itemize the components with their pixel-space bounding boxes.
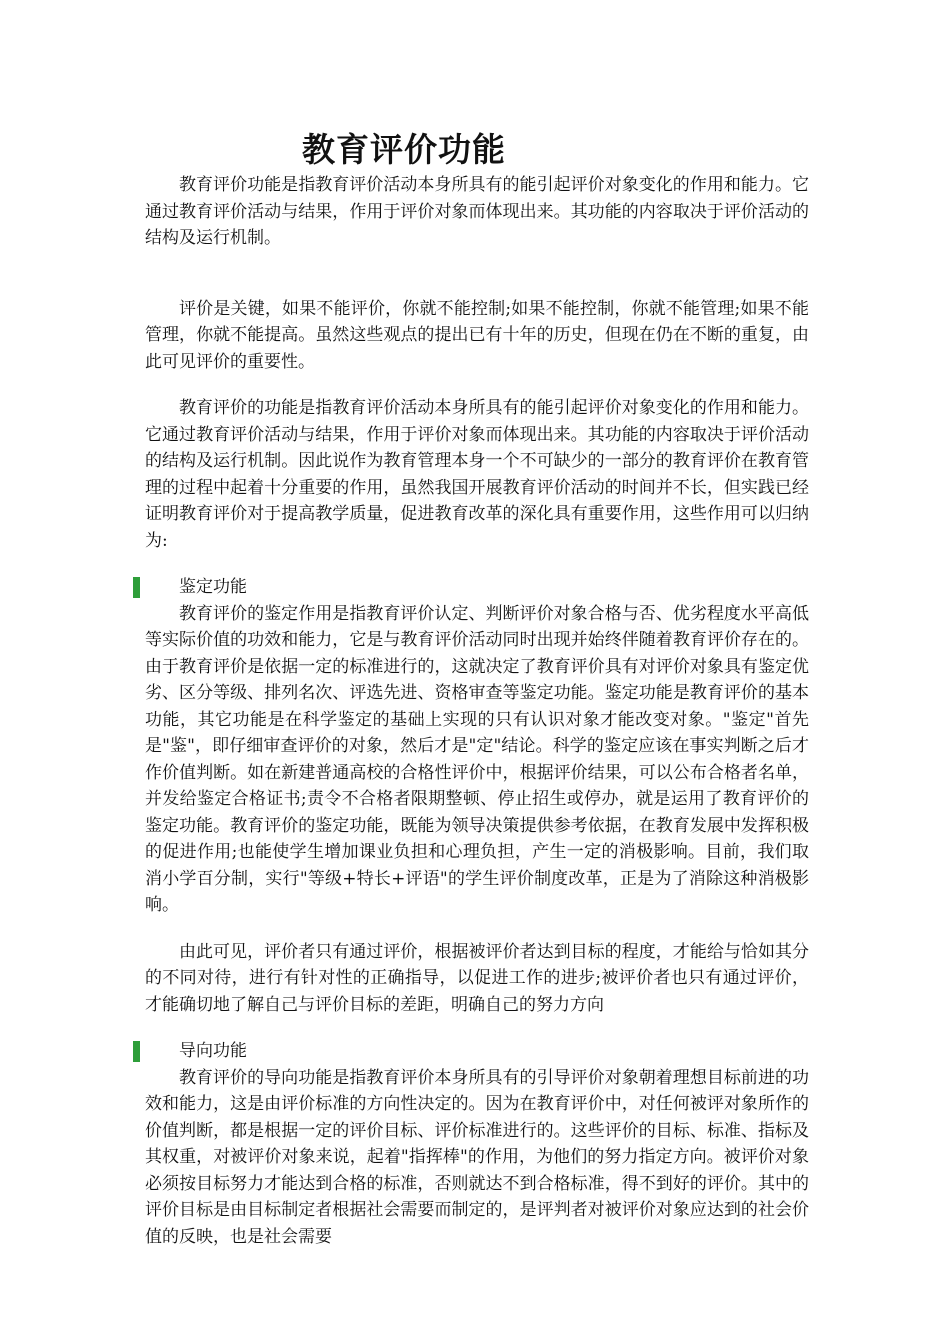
spacer xyxy=(145,252,809,296)
guidance-paragraph: 教育评价的导向功能是指教育评价本身所具有的引导评价对象朝着理想目标前进的功效和能力，这是由评价标准的方向性决定的。因为在教育评价中，对任何被评对象所作的价值判断，都是根据一定的评价目标、评价标准进行的。这些评价的目标、标准、指标及其权重，对被评价对象来说，起着"指挥棒"的作用，为他们的努力指定方向。被评价对象必须按目标努力才能达到合格的标准，否则就达不到合格标准，得不到好的评价。其中的评价目标是由目标制定者根据社会需要而制定的，是评判者对被评价对象应达到的社会价值的反映，也是社会需要 xyxy=(145,1067,809,1247)
section-heading-guidance xyxy=(145,1038,809,1065)
spacer xyxy=(145,919,809,939)
spacer xyxy=(145,375,809,395)
document-title: 教育评价功能 xyxy=(302,130,506,169)
section-marker-bar xyxy=(133,577,140,598)
intro-paragraph: 教育评价功能是指教育评价活动本身所具有的能引起评价对象变化的作用和能力。它通过教育评价活动与结果，作用于评价对象而体现出来。其功能的内容取决于评价活动的结构及运行机制。 xyxy=(145,175,809,248)
appraisal-followup-paragraph: 由此可见，评价者只有通过评价，根据被评价者达到目标的程度，才能给与恰如其分的不同对待，进行有针对性的正确指导，以促进工作的进步;被评价者也只有通过评价，才能确切地了解自己与评价目标的差距，明确自己的努力方向 xyxy=(145,941,809,1015)
appraisal-paragraph: 教育评价的鉴定作用是指教育评价认定、判断评价对象合格与否、优劣程度水平高低等实际价值的功效和能力，它是与教育评价活动同时出现并始终伴随着教育评价存在的。由于教育评价是依据一定的标准进行的，这就决定了教育评价具有对评价对象具有鉴定优劣、区分等级、排列名次、评选先进、资格审查等鉴定功能。鉴定功能是教育评价的基本功能，其它功能是在科学鉴定的基础上实现的只有认识对象才能改变对象。"鉴定"首先是"鉴"，即仔细审查评价的对象，然后才是"定"结论。科学的鉴定应该在事实判断之后才作价值判断。如在新建普通高校的合格性评价中，根据评价结果，可以公布合格者名单，并发给鉴定合格证书;责令不合格者限期整顿、停止招生或停办，就是运用了教育评价的鉴定功能。教育评价的鉴定功能，既能为领导决策提供参考依据，在教育发展中发挥积极的促进作用;也能使学生增加课业负担和心理负担，产生一定的消极影响。目前，我们取消小学百分制，实行"等级+特长+评语"的学生评价制度改革，正是为了消除这种消极影响。 xyxy=(145,603,809,915)
spacer xyxy=(145,554,809,574)
document-body xyxy=(145,172,809,1250)
section-heading-text: 导向功能 xyxy=(179,1041,247,1061)
section-marker-bar xyxy=(133,1041,140,1062)
functions-overview-paragraph: 教育评价的功能是指教育评价活动本身所具有的能引起评价对象变化的作用和能力。它通过教育评价活动与结果，作用于评价对象而体现出来。其功能的内容取决于评价活动的结构及运行机制。因此说作为教育管理本身一个不可缺少的一部分的教育评价在教育管理的过程中起着十分重要的作用，虽然我国开展教育评价活动的时间并不长，但实践已经证明教育评价对于提高教学质量，促进教育改革的深化具有重要作用，这些作用可以归纳为: xyxy=(145,398,809,551)
section-heading-text: 鉴定功能 xyxy=(179,577,247,597)
section-heading-appraisal xyxy=(145,574,809,601)
spacer xyxy=(145,1018,809,1038)
importance-paragraph: 评价是关键，如果不能评价，你就不能控制;如果不能控制，你就不能管理;如果不能管理，你就不能提高。虽然这些观点的提出已有十年的历史，但现在仍在不断的重复，由此可见评价的重要性。 xyxy=(145,298,809,372)
